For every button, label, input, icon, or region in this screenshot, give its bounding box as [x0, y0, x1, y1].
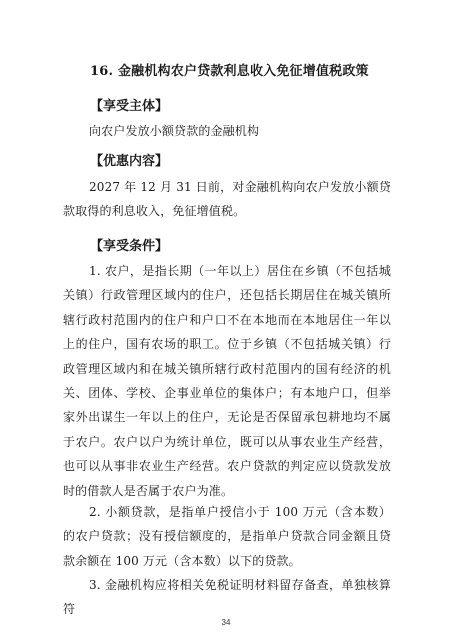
subject-text — [63, 119, 391, 143]
content-text — [63, 175, 391, 224]
content-text-content: 2027 年 12 月 31 日前，对金融机构向农户发放小额贷款取得的利息收入，免征增值税。 — [63, 180, 391, 219]
subject-heading: 【享受主体】 — [90, 99, 169, 114]
condition-1-content: 1. 农户，是指长期（一年以上）居住在乡镇（不包括城关镇）行政管理区域内的住户，还包括长期居住在城关镇所辖行政村范围内的住户和户口不在本地而在本地居住一年以上的住户，国有农场的职工。位于乡镇（不包括城关镇）行政管理区域内和在城关镇所辖行政村范围内的国有经济的机关、团体、学校、企事业单位的集体户；有本地户口，但举家外出谋生一年以上的住户，无论是否保留承包耕地均不属于农户。农户以户为统计单位，既可以从事农业生产经营，也可以从事非农业生产经营。农户贷款的判定应以贷款发放时的借款人是否属于农户为准。 — [63, 264, 391, 498]
page-number: 34 — [221, 618, 231, 627]
condition-2 — [63, 500, 391, 573]
subject-text-content: 向农户发放小额贷款的金融机构 — [89, 124, 260, 138]
condition-3-content: 3. 金融机构应将相关免税证明材料留存备查，单独核算符 — [63, 578, 391, 617]
conditions-heading: 【享受条件】 — [90, 239, 169, 254]
content-heading: 【优惠内容】 — [90, 154, 169, 169]
policy-title: 16. 金融机构农户贷款利息收入免征增值税政策 — [90, 64, 369, 79]
condition-1 — [63, 259, 391, 503]
condition-2-content: 2. 小额贷款，是指单户授信小于 100 万元（含本数）的农户贷款；没有授信额度的，是指单户贷款合同金额且贷款余额在 100 万元（含本数）以下的贷款。 — [63, 505, 391, 568]
condition-3 — [63, 573, 391, 622]
